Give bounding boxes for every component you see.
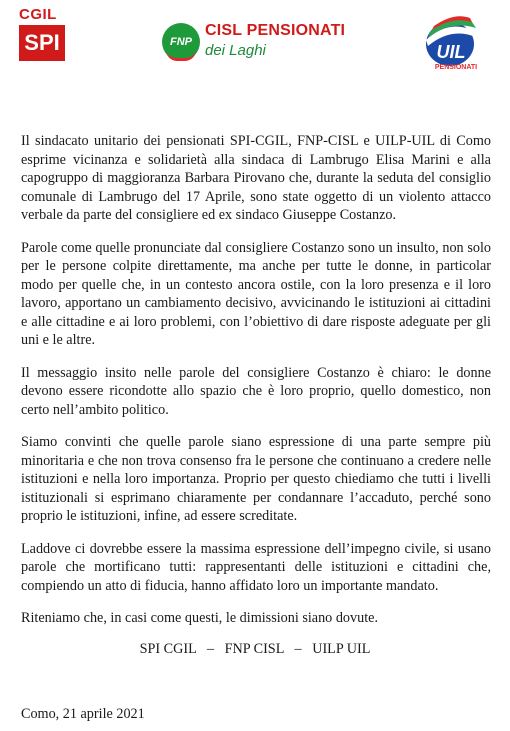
paragraph-4: Siamo convinti che quelle parole siano espressione di una parte sempre più minoritaria e che non trova consenso fra le persone che continuano a credere nelle istituzioni e nella loro importanza. Proprio per questo chiediamo che tutti i livelli istituzionali si esprimano chiaramente per condannare l’accaduto, perché sono proprio le istituzioni, infine, ad essere screditate. xyxy=(21,434,491,524)
uilp-uil-logo xyxy=(420,14,484,74)
fnp-logo-mark: FNP xyxy=(162,23,200,61)
fnp-logo-title: CISL PENSIONATI xyxy=(205,22,346,39)
dateline: Como, 21 aprile 2021 xyxy=(21,706,145,722)
paragraph-3: Il messaggio insito nelle parole del consigliere Costanzo è chiaro: le donne devono essere ricondotte allo spazio che è loro proprio, quello domestico, non certo nell’ambito politico. xyxy=(21,364,491,418)
fnp-swoosh-icon xyxy=(166,50,196,61)
paragraph-1: Il sindacato unitario dei pensionati SPI-CGIL, FNP-CISL e UILP-UIL di Como esprime vicinanza e solidarietà alla sindaca di Lambrugo Elisa Marini e alla capogruppo di maggioranza Barbara Pirovano che, durante la seduta del consiglio comunale di Lambrugo del 17 Aprile, sono state oggetto di un violento attacco verbale da parte del consigliere ed ex sindaco Giuseppe Costanzo. xyxy=(21,133,491,223)
paragraph-5: Laddove ci dovrebbe essere la massima espressione dell’impegno civile, si usano parole che mortificano tutti: rappresentanti delle istituzioni e cittadini che, compiendo un atto di fiducia, hanno affidato loro un importante mandato. xyxy=(21,540,491,594)
letterhead xyxy=(0,0,510,100)
signatures-line: SPI CGIL – FNP CISL – UILP UIL xyxy=(139,641,371,657)
paragraph-6: Riteniamo che, in casi come questi, le dimissioni siano dovute. xyxy=(21,610,378,626)
fnp-cisl-logo xyxy=(162,20,347,62)
cgil-logo-text: CGIL xyxy=(19,6,57,23)
uil-logo-subtext: PENSIONATI xyxy=(434,64,478,71)
spi-logo-text: SPI xyxy=(19,25,65,61)
uil-emblem-icon xyxy=(420,14,484,74)
spi-cgil-logo xyxy=(19,7,65,63)
press-release-body xyxy=(21,132,491,642)
paragraph-2: Parole come quelle pronunciate dal consigliere Costanzo sono un insulto, non solo per le persone colpite direttamente, ma anche per tutte le donne, in particolar modo per quelle che, in un contesto ancora ostile, con la loro presenza e il loro lavoro, apportano un cambiamento decisivo, avvicinando le istituzioni ai cittadini e alle cittadine e ai loro problemi, con l’obiettivo di dare risposte adeguate per gli uni e le altre. xyxy=(21,239,491,348)
fnp-logo-subtitle: dei Laghi xyxy=(205,42,266,59)
uil-logo-text: UIL xyxy=(436,42,466,62)
